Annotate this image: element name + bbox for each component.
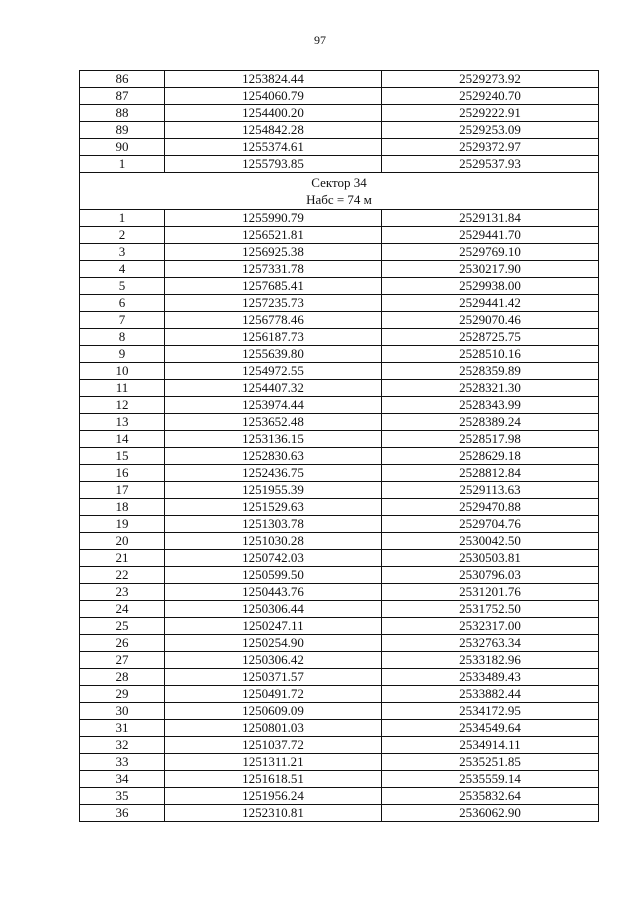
y-coordinate-cell: 2529113.63 bbox=[382, 482, 599, 499]
y-coordinate-cell: 2532763.34 bbox=[382, 635, 599, 652]
y-coordinate-cell: 2534549.64 bbox=[382, 720, 599, 737]
point-number-cell: 27 bbox=[80, 652, 165, 669]
y-coordinate-cell: 2529704.76 bbox=[382, 516, 599, 533]
table-row bbox=[80, 105, 599, 122]
y-coordinate-cell: 2533882.44 bbox=[382, 686, 599, 703]
point-number-cell: 1 bbox=[80, 210, 165, 227]
table-row bbox=[80, 261, 599, 278]
table-row bbox=[80, 669, 599, 686]
y-coordinate-cell: 2528629.18 bbox=[382, 448, 599, 465]
table-row bbox=[80, 431, 599, 448]
sector-title: Сектор 34 bbox=[311, 175, 367, 190]
y-coordinate-cell: 2531201.76 bbox=[382, 584, 599, 601]
y-coordinate-cell: 2528359.89 bbox=[382, 363, 599, 380]
x-coordinate-cell: 1256187.73 bbox=[165, 329, 382, 346]
point-number-cell: 14 bbox=[80, 431, 165, 448]
point-number-cell: 10 bbox=[80, 363, 165, 380]
y-coordinate-cell: 2529470.88 bbox=[382, 499, 599, 516]
table-row bbox=[80, 363, 599, 380]
point-number-cell: 88 bbox=[80, 105, 165, 122]
coordinates-table bbox=[79, 70, 599, 822]
y-coordinate-cell: 2528389.24 bbox=[382, 414, 599, 431]
x-coordinate-cell: 1251529.63 bbox=[165, 499, 382, 516]
point-number-cell: 87 bbox=[80, 88, 165, 105]
table-row bbox=[80, 448, 599, 465]
point-number-cell: 6 bbox=[80, 295, 165, 312]
table-row bbox=[80, 771, 599, 788]
x-coordinate-cell: 1252310.81 bbox=[165, 805, 382, 822]
y-coordinate-cell: 2529253.09 bbox=[382, 122, 599, 139]
point-number-cell: 90 bbox=[80, 139, 165, 156]
x-coordinate-cell: 1250609.09 bbox=[165, 703, 382, 720]
y-coordinate-cell: 2534172.95 bbox=[382, 703, 599, 720]
point-number-cell: 22 bbox=[80, 567, 165, 584]
x-coordinate-cell: 1254407.32 bbox=[165, 380, 382, 397]
x-coordinate-cell: 1252436.75 bbox=[165, 465, 382, 482]
table-row bbox=[80, 278, 599, 295]
y-coordinate-cell: 2533182.96 bbox=[382, 652, 599, 669]
point-number-cell: 12 bbox=[80, 397, 165, 414]
table-row bbox=[80, 788, 599, 805]
y-coordinate-cell: 2529131.84 bbox=[382, 210, 599, 227]
x-coordinate-cell: 1250742.03 bbox=[165, 550, 382, 567]
rows-after-sector bbox=[80, 210, 599, 822]
y-coordinate-cell: 2530042.50 bbox=[382, 533, 599, 550]
y-coordinate-cell: 2535559.14 bbox=[382, 771, 599, 788]
y-coordinate-cell: 2528517.98 bbox=[382, 431, 599, 448]
y-coordinate-cell: 2535251.85 bbox=[382, 754, 599, 771]
x-coordinate-cell: 1251955.39 bbox=[165, 482, 382, 499]
y-coordinate-cell: 2535832.64 bbox=[382, 788, 599, 805]
y-coordinate-cell: 2528725.75 bbox=[382, 329, 599, 346]
point-number-cell: 5 bbox=[80, 278, 165, 295]
x-coordinate-cell: 1253824.44 bbox=[165, 71, 382, 88]
table-row bbox=[80, 720, 599, 737]
x-coordinate-cell: 1253974.44 bbox=[165, 397, 382, 414]
y-coordinate-cell: 2528343.99 bbox=[382, 397, 599, 414]
point-number-cell: 17 bbox=[80, 482, 165, 499]
point-number-cell: 35 bbox=[80, 788, 165, 805]
point-number-cell: 2 bbox=[80, 227, 165, 244]
point-number-cell: 15 bbox=[80, 448, 165, 465]
x-coordinate-cell: 1253652.48 bbox=[165, 414, 382, 431]
x-coordinate-cell: 1254842.28 bbox=[165, 122, 382, 139]
y-coordinate-cell: 2529441.70 bbox=[382, 227, 599, 244]
table-row bbox=[80, 397, 599, 414]
y-coordinate-cell: 2531752.50 bbox=[382, 601, 599, 618]
point-number-cell: 1 bbox=[80, 156, 165, 173]
page-number: 97 bbox=[314, 33, 326, 47]
y-coordinate-cell: 2529273.92 bbox=[382, 71, 599, 88]
point-number-cell: 86 bbox=[80, 71, 165, 88]
table-row bbox=[80, 156, 599, 173]
table-row bbox=[80, 244, 599, 261]
y-coordinate-cell: 2528321.30 bbox=[382, 380, 599, 397]
point-number-cell: 9 bbox=[80, 346, 165, 363]
y-coordinate-cell: 2532317.00 bbox=[382, 618, 599, 635]
table-row bbox=[80, 703, 599, 720]
y-coordinate-cell: 2529441.42 bbox=[382, 295, 599, 312]
point-number-cell: 25 bbox=[80, 618, 165, 635]
x-coordinate-cell: 1251030.28 bbox=[165, 533, 382, 550]
table-row bbox=[80, 601, 599, 618]
point-number-cell: 23 bbox=[80, 584, 165, 601]
y-coordinate-cell: 2528812.84 bbox=[382, 465, 599, 482]
point-number-cell: 8 bbox=[80, 329, 165, 346]
x-coordinate-cell: 1250247.11 bbox=[165, 618, 382, 635]
x-coordinate-cell: 1250371.57 bbox=[165, 669, 382, 686]
point-number-cell: 24 bbox=[80, 601, 165, 618]
x-coordinate-cell: 1253136.15 bbox=[165, 431, 382, 448]
table-row bbox=[80, 414, 599, 431]
x-coordinate-cell: 1254972.55 bbox=[165, 363, 382, 380]
point-number-cell: 3 bbox=[80, 244, 165, 261]
x-coordinate-cell: 1256925.38 bbox=[165, 244, 382, 261]
x-coordinate-cell: 1257685.41 bbox=[165, 278, 382, 295]
table-row bbox=[80, 737, 599, 754]
point-number-cell: 89 bbox=[80, 122, 165, 139]
point-number-cell: 13 bbox=[80, 414, 165, 431]
table-row bbox=[80, 465, 599, 482]
y-coordinate-cell: 2536062.90 bbox=[382, 805, 599, 822]
x-coordinate-cell: 1251037.72 bbox=[165, 737, 382, 754]
table-row bbox=[80, 618, 599, 635]
point-number-cell: 11 bbox=[80, 380, 165, 397]
table-row bbox=[80, 346, 599, 363]
sector-height: Набс = 74 м bbox=[306, 192, 372, 207]
x-coordinate-cell: 1256778.46 bbox=[165, 312, 382, 329]
point-number-cell: 33 bbox=[80, 754, 165, 771]
table-row bbox=[80, 227, 599, 244]
table-row bbox=[80, 71, 599, 88]
rows-before-sector bbox=[80, 71, 599, 173]
table-row bbox=[80, 686, 599, 703]
sector-header bbox=[80, 173, 599, 210]
point-number-cell: 28 bbox=[80, 669, 165, 686]
y-coordinate-cell: 2529222.91 bbox=[382, 105, 599, 122]
y-coordinate-cell: 2529070.46 bbox=[382, 312, 599, 329]
point-number-cell: 34 bbox=[80, 771, 165, 788]
x-coordinate-cell: 1250306.42 bbox=[165, 652, 382, 669]
point-number-cell: 19 bbox=[80, 516, 165, 533]
sector-header-row bbox=[80, 173, 599, 210]
point-number-cell: 4 bbox=[80, 261, 165, 278]
table-row bbox=[80, 210, 599, 227]
x-coordinate-cell: 1254400.20 bbox=[165, 105, 382, 122]
point-number-cell: 26 bbox=[80, 635, 165, 652]
y-coordinate-cell: 2529769.10 bbox=[382, 244, 599, 261]
table-row bbox=[80, 516, 599, 533]
table-row bbox=[80, 139, 599, 156]
point-number-cell: 32 bbox=[80, 737, 165, 754]
x-coordinate-cell: 1257235.73 bbox=[165, 295, 382, 312]
x-coordinate-cell: 1251956.24 bbox=[165, 788, 382, 805]
x-coordinate-cell: 1250254.90 bbox=[165, 635, 382, 652]
x-coordinate-cell: 1255374.61 bbox=[165, 139, 382, 156]
table-row bbox=[80, 533, 599, 550]
point-number-cell: 21 bbox=[80, 550, 165, 567]
y-coordinate-cell: 2530217.90 bbox=[382, 261, 599, 278]
table-row bbox=[80, 312, 599, 329]
table-row bbox=[80, 88, 599, 105]
y-coordinate-cell: 2530503.81 bbox=[382, 550, 599, 567]
point-number-cell: 18 bbox=[80, 499, 165, 516]
table-row bbox=[80, 295, 599, 312]
x-coordinate-cell: 1250599.50 bbox=[165, 567, 382, 584]
sector-header-cell bbox=[80, 173, 599, 210]
x-coordinate-cell: 1251311.21 bbox=[165, 754, 382, 771]
table-row bbox=[80, 652, 599, 669]
y-coordinate-cell: 2534914.11 bbox=[382, 737, 599, 754]
y-coordinate-cell: 2529938.00 bbox=[382, 278, 599, 295]
table-row bbox=[80, 754, 599, 771]
y-coordinate-cell: 2533489.43 bbox=[382, 669, 599, 686]
x-coordinate-cell: 1250491.72 bbox=[165, 686, 382, 703]
y-coordinate-cell: 2529372.97 bbox=[382, 139, 599, 156]
x-coordinate-cell: 1251618.51 bbox=[165, 771, 382, 788]
x-coordinate-cell: 1255639.80 bbox=[165, 346, 382, 363]
table-row bbox=[80, 329, 599, 346]
point-number-cell: 20 bbox=[80, 533, 165, 550]
point-number-cell: 30 bbox=[80, 703, 165, 720]
table-row bbox=[80, 482, 599, 499]
point-number-cell: 7 bbox=[80, 312, 165, 329]
table-row bbox=[80, 567, 599, 584]
x-coordinate-cell: 1254060.79 bbox=[165, 88, 382, 105]
table-row bbox=[80, 635, 599, 652]
point-number-cell: 16 bbox=[80, 465, 165, 482]
table-row bbox=[80, 380, 599, 397]
x-coordinate-cell: 1250443.76 bbox=[165, 584, 382, 601]
table-row bbox=[80, 499, 599, 516]
y-coordinate-cell: 2529240.70 bbox=[382, 88, 599, 105]
table-row bbox=[80, 805, 599, 822]
x-coordinate-cell: 1256521.81 bbox=[165, 227, 382, 244]
y-coordinate-cell: 2528510.16 bbox=[382, 346, 599, 363]
table-row bbox=[80, 122, 599, 139]
table-row bbox=[80, 550, 599, 567]
x-coordinate-cell: 1255793.85 bbox=[165, 156, 382, 173]
point-number-cell: 36 bbox=[80, 805, 165, 822]
table-row bbox=[80, 584, 599, 601]
y-coordinate-cell: 2529537.93 bbox=[382, 156, 599, 173]
x-coordinate-cell: 1250801.03 bbox=[165, 720, 382, 737]
x-coordinate-cell: 1250306.44 bbox=[165, 601, 382, 618]
x-coordinate-cell: 1252830.63 bbox=[165, 448, 382, 465]
x-coordinate-cell: 1255990.79 bbox=[165, 210, 382, 227]
point-number-cell: 29 bbox=[80, 686, 165, 703]
point-number-cell: 31 bbox=[80, 720, 165, 737]
x-coordinate-cell: 1257331.78 bbox=[165, 261, 382, 278]
x-coordinate-cell: 1251303.78 bbox=[165, 516, 382, 533]
y-coordinate-cell: 2530796.03 bbox=[382, 567, 599, 584]
